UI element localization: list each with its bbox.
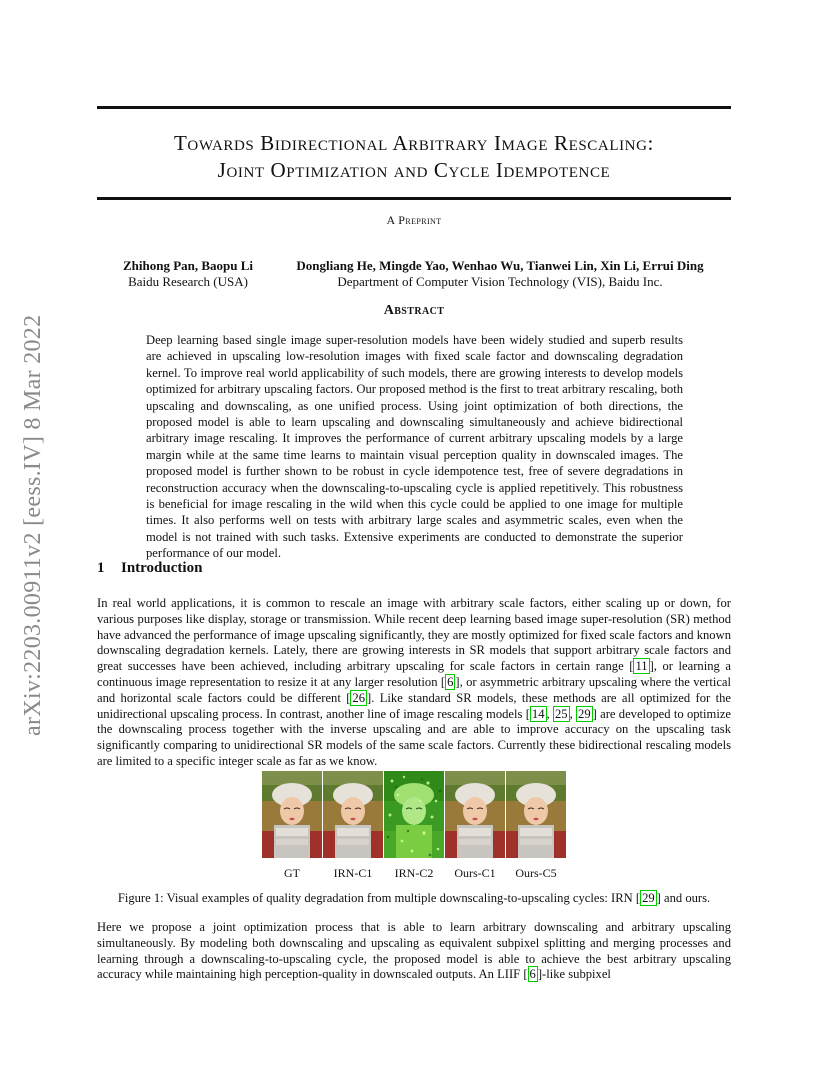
title-line-1: Towards Bidirectional Arbitrary Image Rescaling: <box>174 131 654 155</box>
citation-link[interactable]: 29 <box>578 706 591 721</box>
abstract-heading: Abstract <box>383 303 445 318</box>
intro-text-run: , <box>546 706 553 721</box>
figure-image-irn-c2 <box>384 771 444 858</box>
caption-text-run: Figure 1: Visual examples of quality degradation from multiple downscaling-to-upscaling cycles: IRN [ <box>117 891 641 905</box>
citation-link[interactable]: 25 <box>554 706 568 721</box>
figure-caption <box>97 891 731 906</box>
intro-text-run: In real world applications, it is common to rescale an image with arbitrary scale factors, either scaling up or down, for various purposes like display, storage or transmission. While recent deep learning based image super-resolution (SR) method have advanced the performance of image upscaling significantly, they are mostly optimized for fixed scale factors and known downscaling degradation kernels. Lately, there are growing interests in SR models that support arbitrary scale factors and great successes have been achieved, including arbitrary upscaling for scale factors in certain range [ <box>97 596 731 674</box>
citation-link[interactable]: 29 <box>642 891 655 905</box>
arxiv-identifier: arXiv:2203.00911v2 [eess.IV] 8 Mar 2022 <box>20 314 46 736</box>
author-affiliation: Baidu Research (USA) <box>128 274 248 289</box>
citation-link[interactable]: 26 <box>352 690 366 705</box>
paragraph-text-run: Here we propose a joint optimization process that is able to learn arbitrary downscaling and arbitrary upscaling simultaneously. By modeling both downscaling and upscaling as equivalent subpixel splitting and merging processes and learning through a downscaling-to-upscaling cycle, the proposed model is able to achieve the best arbitrary upscaling accuracy while maintaining high perception-quality in downscaled outputs. An LIIF [ <box>97 920 731 982</box>
section-title: Introduction <box>121 560 203 576</box>
caption-text-run: ] and ours. <box>656 891 711 905</box>
intro-text-run: ], or learning a continuous image representation to resize it at any larger resolution [ <box>97 659 731 689</box>
intro-text-run: , <box>569 706 577 721</box>
figure-image-irn-c1 <box>323 771 383 858</box>
author-names: Dongliang He, Mingde Yao, Wenhao Wu, Tianwei Lin, Xin Li, Errui Ding <box>296 258 704 273</box>
figure-label-gt: GT <box>284 866 300 880</box>
intro-text-run: ], or asymmetric arbitrary upscaling where the vertical and horizontal scale factors could be different [ <box>97 674 732 705</box>
preprint-label: A Preprint <box>386 213 442 227</box>
author-block-1 <box>112 258 264 290</box>
figure-image-ours-c1 <box>445 771 505 858</box>
figure-label-irn-c2: IRN-C2 <box>394 866 434 880</box>
intro-paragraph <box>97 596 731 770</box>
title-bottom-rule <box>97 197 731 200</box>
abstract-body: Deep learning based single image super-resolution models have been widely studied and superb results are achieved in upscaling low-resolution images with fixed scale factor and downscaling degradation kernel. To improve real world applicability of such models, there are growing interests to develop models optimized for arbitrary upscaling factors. Our proposed method is the first to treat arbitrary rescaling, both upscaling and downscaling, as one unified process. Using joint optimization of both directions, the proposed model is able to learn upscaling and downscaling simultaneously and achieve bidirectional arbitrary image rescaling. It improves the performance of current arbitrary upscaling models by a large margin while at the same time learns to maintain visual perception quality in downscaled images. The proposed model is further shown to be robust in cycle idempotence test, free of severe degradations in reconstruction accuracy when the downscaling-to-upscaling cycle is applied repetitively. This robustness is beneficial for image rescaling in the wild when this cycle could be applied to one image for multiple times. It also performs well on tests with arbitrary large scales and asymmetric scales, even when the model is not trained with such tasks. Extensive experiments are conducted to demonstrate the superior performance of our model. <box>146 333 683 561</box>
figure-label-irn-c1: IRN-C1 <box>333 866 373 880</box>
figure-image-strip <box>262 771 566 858</box>
body-paragraph <box>97 920 731 983</box>
figure-image-ours-c5 <box>506 771 566 858</box>
author-affiliation: Department of Computer Vision Technology (VIS), Baidu Inc. <box>337 274 663 289</box>
title-top-rule <box>97 106 731 109</box>
author-names: Zhihong Pan, Baopu Li <box>122 258 254 273</box>
paragraph-text-run: ]-like subpixel <box>537 967 611 982</box>
paper-title <box>97 130 731 184</box>
title-line-2: Joint Optimization and Cycle Idempotence <box>217 158 611 182</box>
intro-text-run: ] are developed to optimize the downscaling process together with the inverse upscaling and are able to improve accuracy on the upscaling task significantly comparing to unidirectional SR models of the same scale factors. Currently these bidirectional rescaling models are limited to a specific integer scale as far as we know. <box>97 706 732 768</box>
citation-link[interactable]: 14 <box>531 706 545 721</box>
section-number: 1 <box>97 560 105 576</box>
citation-link[interactable]: 11 <box>635 659 648 674</box>
section-heading <box>97 560 202 577</box>
figure-label-ours-c5: Ours-C5 <box>515 866 557 880</box>
citation-link[interactable]: 6 <box>447 674 454 689</box>
figure-label-ours-c1: Ours-C1 <box>454 866 496 880</box>
citation-link[interactable]: 6 <box>529 967 536 982</box>
author-block-2 <box>282 258 718 290</box>
figure-image-gt <box>262 771 322 858</box>
intro-text-run: ]. Like standard SR models, these methods are all optimized for the unidirectional upscaling process. In contrast, another line of image rescaling models [ <box>97 690 731 721</box>
